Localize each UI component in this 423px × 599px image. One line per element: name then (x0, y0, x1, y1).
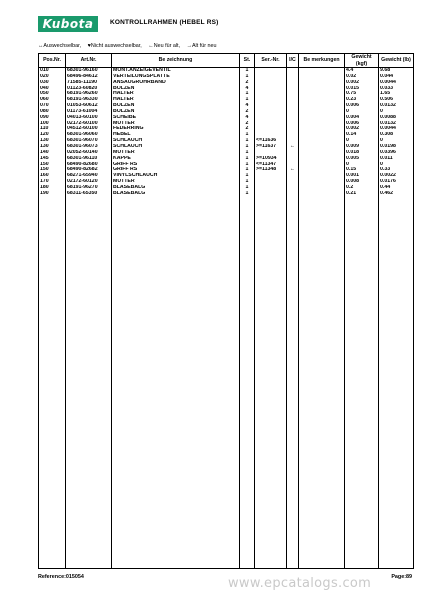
filler-cell (66, 197, 112, 569)
table-filler-row (39, 197, 414, 569)
part-number-cell: 68191-96330 (66, 97, 112, 103)
filler-cell (287, 197, 299, 569)
description-cell: MONT.ANZEIGEVENTIL (112, 68, 240, 74)
weight-kgf-cell: 0.006 (345, 121, 379, 127)
part-number-cell: 02172-60100 (66, 121, 112, 127)
weight-lb-cell: 0.506 (379, 97, 414, 103)
weight-kgf-cell: 0 (345, 109, 379, 115)
description-cell: HEBEL (112, 132, 240, 138)
page-title: KONTROLLRAHMEN (HEBEL RS) (110, 19, 219, 26)
weight-kgf-cell: 0.002 (345, 126, 379, 132)
description-cell: VINYLSCHLAUCH (112, 173, 240, 179)
pos-cell: 150 (39, 167, 66, 173)
pos-cell: 130 (39, 144, 66, 150)
col-header-remarks: Be merkungen (299, 54, 345, 68)
weight-lb-cell: 0.308 (379, 132, 414, 138)
description-cell: BLASEBALG (112, 185, 240, 191)
filler-cell (345, 197, 379, 569)
quantity-cell: 1 (240, 191, 255, 197)
quantity-cell: 2 (240, 121, 255, 127)
pos-cell: 100 (39, 121, 66, 127)
quantity-cell: 2 (240, 126, 255, 132)
pos-cell: 160 (39, 173, 66, 179)
description-cell: BOLZEN (112, 86, 240, 92)
weight-kgf-cell: 0.001 (345, 173, 379, 179)
description-cell: FEDERRING (112, 126, 240, 132)
part-number-cell: 68301-96160 (66, 68, 112, 74)
col-header-pos: Pos.Nr. (39, 54, 66, 68)
legend (38, 43, 222, 49)
pos-cell: 030 (39, 80, 66, 86)
part-number-cell: 01123-60820 (66, 86, 112, 92)
pos-cell: 170 (39, 179, 66, 185)
part-number-cell: 68490-82682 (66, 167, 112, 173)
part-number-cell: 68191-96270 (66, 185, 112, 191)
weight-kgf-cell: 0.006 (345, 103, 379, 109)
pos-cell: 010 (39, 68, 66, 74)
part-number-cell: 68496-84612 (66, 74, 112, 80)
weight-kgf-cell: 0.23 (345, 97, 379, 103)
col-header-part-number: Art.Nr. (66, 54, 112, 68)
pos-cell: 020 (39, 74, 66, 80)
part-number-cell: 04013-60100 (66, 115, 112, 121)
table-header-row (39, 54, 414, 68)
weight-lb-cell: 1.65 (379, 91, 414, 97)
part-number-cell: 68490-82680 (66, 162, 112, 168)
description-cell: KAPPE (112, 156, 240, 162)
pos-cell: 110 (39, 126, 66, 132)
filler-cell (39, 197, 66, 569)
weight-kgf-cell: 0.21 (345, 191, 379, 197)
weight-lb-cell: 9.68 (379, 68, 414, 74)
description-cell: BOLZEN (112, 109, 240, 115)
part-number-cell: 02172-60120 (66, 179, 112, 185)
part-number-cell: 68301-96110 (66, 156, 112, 162)
filler-cell (299, 197, 345, 569)
weight-kgf-cell: 0.018 (345, 150, 379, 156)
quantity-cell: 1 (240, 167, 255, 173)
legend-old-for-new: →Alt für neu (186, 43, 217, 49)
part-number-cell: 68311-65350 (66, 191, 112, 197)
weight-lb-cell: 0 (379, 162, 414, 168)
quantity-cell: 1 (240, 162, 255, 168)
quantity-cell: 4 (240, 115, 255, 121)
weight-lb-cell: 0.0198 (379, 144, 414, 150)
weight-kgf-cell: 0 (345, 138, 379, 144)
weight-lb-cell: 0.462 (379, 191, 414, 197)
quantity-cell: 1 (240, 91, 255, 97)
pos-cell: 050 (39, 91, 66, 97)
quantity-cell: 1 (240, 156, 255, 162)
legend-interchangeable: ↔Auswechselbar, (38, 43, 82, 49)
weight-lb-cell: 0.44 (379, 185, 414, 191)
description-cell: MUTTER (112, 150, 240, 156)
part-number-cell: 68301-96060 (66, 132, 112, 138)
serial-cell: <=11347 (255, 162, 287, 168)
legend-new-for-old: ←Neu für alt, (148, 43, 181, 49)
weight-lb-cell: 0.33 (379, 167, 414, 173)
quantity-cell: 1 (240, 74, 255, 80)
weight-lb-cell: 0.044 (379, 74, 414, 80)
quantity-cell: 1 (240, 144, 255, 150)
weight-lb-cell: 0.011 (379, 156, 414, 162)
weight-lb-cell: 0 (379, 138, 414, 144)
weight-kgf-cell: 0.02 (345, 74, 379, 80)
reference-number: Reference:015054 (38, 574, 84, 580)
weight-kgf-cell: 0.004 (345, 115, 379, 121)
weight-lb-cell: 0.0088 (379, 115, 414, 121)
part-number-cell: 04512-60100 (66, 126, 112, 132)
page-number: Page:89 (391, 574, 412, 580)
weight-lb-cell: 0.0044 (379, 80, 414, 86)
filler-cell (240, 197, 255, 569)
weight-lb-cell: 0 (379, 109, 414, 115)
pos-cell: 130 (39, 138, 66, 144)
description-cell: GRIFF RS (112, 167, 240, 173)
watermark: www.epcatalogs.com (228, 576, 372, 591)
col-header-quantity: St. (240, 54, 255, 68)
pos-cell: 070 (39, 103, 66, 109)
parts-table (38, 53, 414, 569)
quantity-cell: 1 (240, 150, 255, 156)
weight-kgf-cell: 0.15 (345, 167, 379, 173)
quantity-cell: 4 (240, 103, 255, 109)
weight-kgf-cell: 0.2 (345, 185, 379, 191)
serial-cell: >=10934 (255, 156, 287, 162)
filler-cell (379, 197, 414, 569)
pos-cell: 080 (39, 109, 66, 115)
kubota-logo: Kubota (38, 16, 98, 32)
col-header-serial: Ser.-Nr. (255, 54, 287, 68)
part-number-cell: 01053-60612 (66, 103, 112, 109)
quantity-cell: 4 (240, 86, 255, 92)
pos-cell: 120 (39, 132, 66, 138)
weight-lb-cell: 0.0176 (379, 179, 414, 185)
ic-cell: ← (287, 144, 299, 150)
weight-lb-cell: 0.033 (379, 86, 414, 92)
quantity-cell: 1 (240, 173, 255, 179)
weight-lb-cell: 0.0132 (379, 121, 414, 127)
pos-cell: 090 (39, 115, 66, 121)
description-cell: VERTEILUNGSPLATTE (112, 74, 240, 80)
weight-kgf-cell: 0.002 (345, 80, 379, 86)
pos-cell: 150 (39, 162, 66, 168)
serial-cell: >=11637 (255, 144, 287, 150)
description-cell: SCHEIBE (112, 115, 240, 121)
weight-kgf-cell: 0.14 (345, 132, 379, 138)
part-number-cell: 02052-60140 (66, 150, 112, 156)
weight-kgf-cell: 0.75 (345, 91, 379, 97)
ic-cell: ← (287, 167, 299, 173)
pos-cell: 145 (39, 156, 66, 162)
col-header-description: Be zeichnung (112, 54, 240, 68)
part-number-cell: 68301-96073 (66, 144, 112, 150)
col-header-ic: I/C (287, 54, 299, 68)
col-header-weight-lb: Gewicht (lb) (379, 54, 414, 68)
weight-kgf-cell: 0.005 (345, 156, 379, 162)
description-cell: SCHLAUCH (112, 144, 240, 150)
quantity-cell: 1 (240, 138, 255, 144)
quantity-cell: 2 (240, 80, 255, 86)
description-cell: SCHLAUCH (112, 138, 240, 144)
weight-kgf-cell: 0.015 (345, 86, 379, 92)
filler-cell (112, 197, 240, 569)
part-number-cell: 68301-96070 (66, 138, 112, 144)
serial-cell: <=11636 (255, 138, 287, 144)
description-cell: HALTER (112, 97, 240, 103)
weight-kgf-cell: 0 (345, 162, 379, 168)
pos-cell: 140 (39, 150, 66, 156)
description-cell: MUTTER (112, 121, 240, 127)
quantity-cell: 1 (240, 179, 255, 185)
part-number-cell: 68191-96260 (66, 91, 112, 97)
quantity-cell: 2 (240, 109, 255, 115)
weight-lb-cell: 0.0132 (379, 103, 414, 109)
filler-cell (255, 197, 287, 569)
part-number-cell: 01173-61004 (66, 109, 112, 115)
weight-lb-cell: 0.0044 (379, 126, 414, 132)
weight-lb-cell: 0.0022 (379, 173, 414, 179)
quantity-cell: 1 (240, 185, 255, 191)
weight-kgf-cell: 4.4 (345, 68, 379, 74)
part-number-cell: 71585-11190 (66, 80, 112, 86)
description-cell: GRIFF RS (112, 162, 240, 168)
weight-kgf-cell: 0.008 (345, 179, 379, 185)
serial-cell: >=11348 (255, 167, 287, 173)
quantity-cell: 1 (240, 132, 255, 138)
part-number-cell: 68271-65940 (66, 173, 112, 179)
weight-lb-cell: 0.0396 (379, 150, 414, 156)
pos-cell: 180 (39, 185, 66, 191)
description-cell: BOLZEN (112, 103, 240, 109)
description-cell: ANSAUGROHRBAND (112, 80, 240, 86)
quantity-cell: 1 (240, 68, 255, 74)
pos-cell: 190 (39, 191, 66, 197)
pos-cell: 040 (39, 86, 66, 92)
col-header-weight-kgf: Gewicht (kgf) (345, 54, 379, 68)
pos-cell: 060 (39, 97, 66, 103)
description-cell: BLASEBALG (112, 191, 240, 197)
description-cell: HALTER (112, 91, 240, 97)
quantity-cell: 1 (240, 97, 255, 103)
legend-not-interchangeable: ♥Nicht auswechselbar, (87, 43, 142, 49)
description-cell: MUTTER (112, 179, 240, 185)
weight-kgf-cell: 0.009 (345, 144, 379, 150)
